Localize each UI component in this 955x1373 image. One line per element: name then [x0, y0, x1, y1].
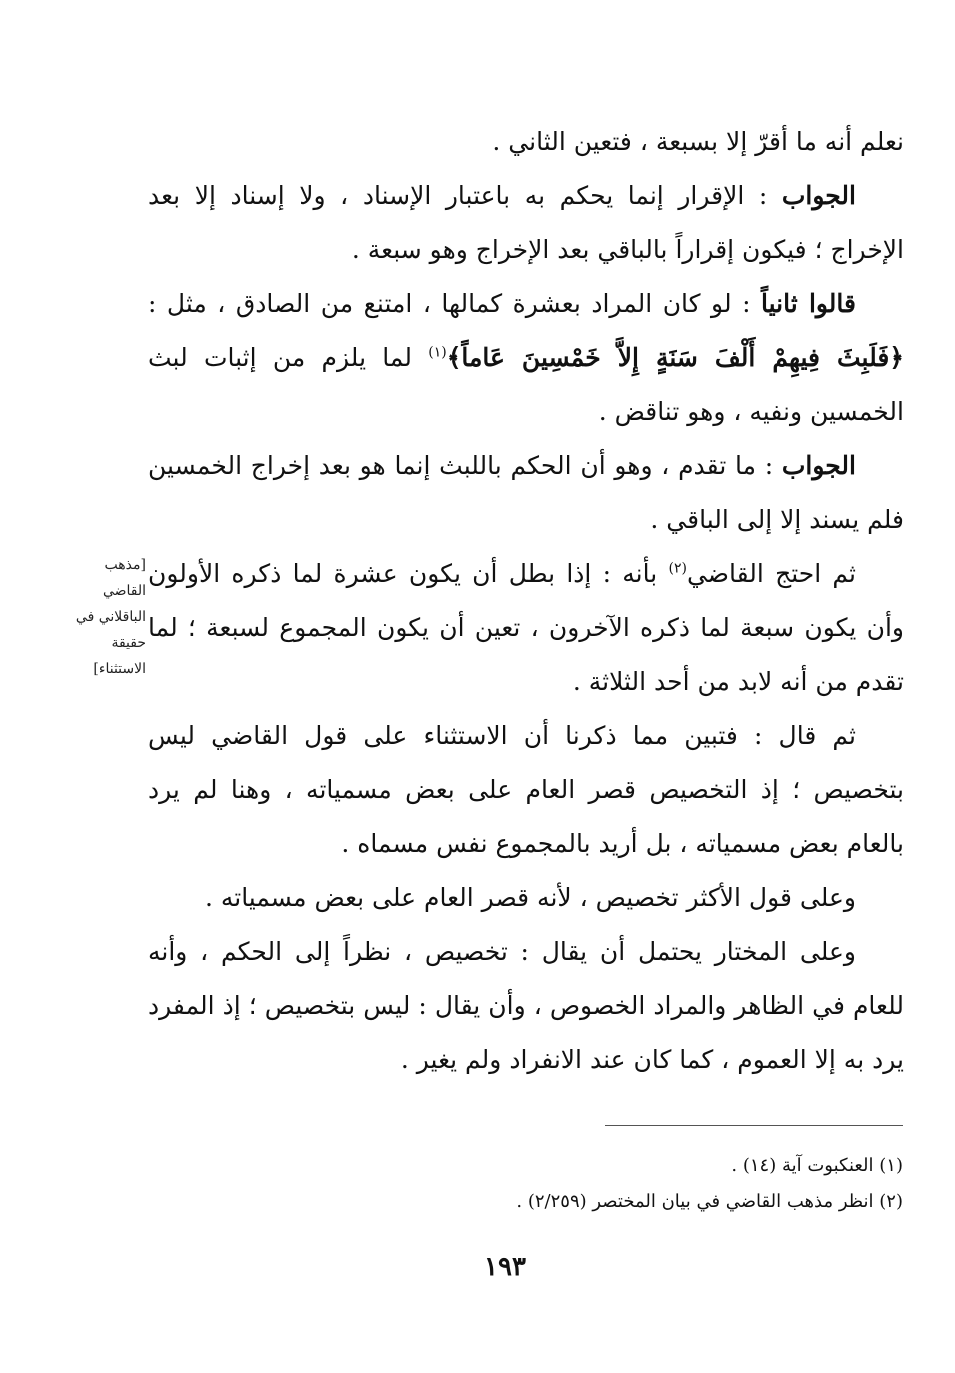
paragraph-2-text: : الإقرار إنما يحكم به باعتبار الإسناد ، ولا إسناد إلا بعد الإخراج ؛ فيكون إقراراً بالباقي بعد الإخراج وهو سبعة .	[148, 181, 904, 264]
objection-label: قالوا ثانياً	[761, 289, 856, 318]
footnote-1: (١) العنكبوت آية (١٤) .	[731, 1155, 903, 1176]
paragraph-3	[148, 277, 904, 439]
page-number: ١٩٣	[484, 1252, 526, 1282]
footnote-ref-2[interactable]: (٢)	[668, 560, 687, 577]
paragraph-7: وعلى قول الأكثر تخصيص ، لأنه قصر العام على بعض مسمياته .	[204, 883, 856, 912]
paragraph-4-text: : ما تقدم ، وهو أن الحكم باللبث إنما هو بعد إخراج الخمسين فلم يسند إلا إلى الباقي .	[148, 451, 904, 534]
paragraph-5-text-a: ثم احتج القاضي	[686, 559, 856, 588]
footnote-divider	[605, 1125, 903, 1126]
paragraph-8: وعلى المختار يحتمل أن يقال : تخصيص ، نظراً إلى الحكم ، وأنه للعام في الظاهر والمراد الخصوص ، وأن يقال : ليس بتخصيص ؛ إذ المفرد يرد به إلا العموم ، كما كان عند الانفراد ولم يغير .	[148, 937, 904, 1074]
footnote-ref-1[interactable]: (١)	[428, 344, 447, 361]
paragraph-6: ثم قال : فتبين مما ذكرنا أن الاستثناء على قول القاضي ليس بتخصيص ؛ إذ التخصيص قصر العام على بعض مسمياته ، وهنا لم يرد بالعام بعض مسمياته ، بل أريد بالمجموع نفس مسماه .	[148, 721, 904, 858]
paragraph-2	[148, 169, 904, 277]
footnotes	[300, 1148, 903, 1220]
answer-label: الجواب	[781, 181, 856, 210]
quran-verse: ﴿فَلَبِثَ فِيهِمْ أَلْفَ سَنَةٍ إِلاَّ خَمْسِينَ عَاماً﴾	[446, 343, 904, 372]
answer-label: الجواب	[781, 451, 856, 480]
paragraph-3-text-a: : لو كان المراد بعشرة كمالها ، امتنع من الصادق ، مثل :	[148, 289, 761, 318]
paragraph-1: نعلم أنه ما أقرّ إلا بسبعة ، فتعين الثاني .	[492, 127, 904, 156]
paragraph-4	[148, 439, 904, 547]
paragraph-3-text-b: لما يلزم من إثبات لبث الخمسين ونفيه ، وهو تناقض .	[148, 343, 904, 426]
main-text	[148, 115, 904, 1087]
footnote-2: (٢) انظر مذهب القاضي في بيان المختصر (٢/٢٥٩) .	[516, 1191, 903, 1212]
paragraph-5	[148, 547, 904, 709]
margin-note: [مذهب القاضي الباقلاني في حقيقة الاستثناء]	[75, 557, 146, 677]
paragraph-5-text-b: بأنه : إذا بطل أن يكون عشرة لما ذكره الأولون وأن يكون سبعة لما ذكره الآخرون ، تعين أن يكون المجموع لسبعة ؛ لما تقدم من أنه لابد من أحد الثلاثة .	[148, 559, 904, 696]
